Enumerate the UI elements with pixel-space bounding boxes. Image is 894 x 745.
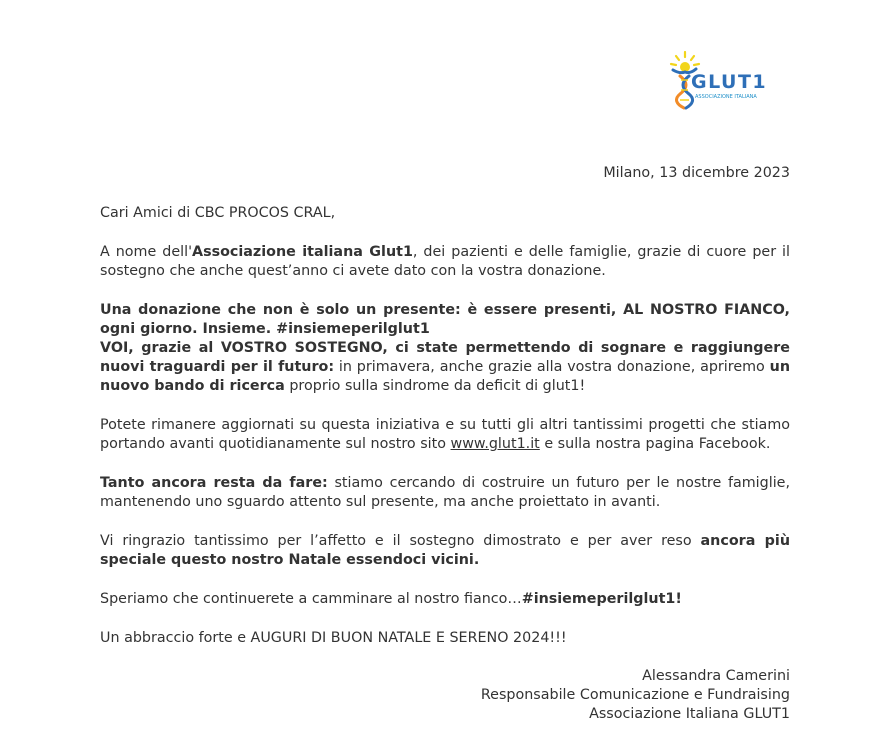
salutation: Cari Amici di CBC PROCOS CRAL, [100, 205, 336, 221]
logo-subtitle: ASSOCIAZIONE ITALIANA [695, 94, 757, 100]
signature-org: Associazione Italiana GLUT1 [589, 706, 790, 722]
letter-body [100, 164, 790, 724]
support-headline: VOI, grazie al VOSTRO SOSTEGNO, ci state permettendo di sognare e raggiungere nuovi traguardi per il futuro: [100, 340, 790, 375]
paragraph-updates: Potete rimanere aggiornati su questa iniziativa e su tutti gli altri tantissimi progetti che stiamo portando avanti quotidianamente sul nostro sito www.glut1.it e sulla nostra pagina Facebook. [100, 417, 790, 452]
logo-wordmark: GLUT1 [691, 71, 768, 93]
website-link[interactable]: www.glut1.it [450, 436, 540, 452]
association-name: Associazione italiana Glut1 [192, 244, 413, 260]
research-call: un nuovo bando di ricerca [100, 359, 791, 394]
signature-role: Responsabile Comunicazione e Fundraising [480, 687, 790, 703]
signature-name: Alessandra Camerini [642, 668, 790, 684]
paragraph-future: Tanto ancora resta da fare: stiamo cercando di costruire un futuro per le nostre famiglie, mantenendo uno sguardo attento sul presente, ma anche proiettato in avanti. [100, 475, 791, 510]
donation-headline: Una donazione che non è solo un presente: è essere presenti, AL NOSTRO FIANCO, ogni giorno. Insieme. #insiemeperilglut1 [100, 302, 790, 337]
closing-greeting: Un abbraccio forte e AUGURI DI BUON NATALE E SERENO 2024!!! [100, 630, 567, 646]
glut1-logo [668, 50, 772, 110]
paragraph-donation: Una donazione che non è solo un presente: è essere presenti, AL NOSTRO FIANCO, ogni giorno. Insieme. #insiemeperilglut1 VOI, grazie al VOSTRO SOSTEGNO, ci state permettendo di sognare e raggiungere nuovi traguardi per il futuro: in primavera, anche grazie alla vostra donazione, apriremo un nuovo bando di ricerca proprio sulla sindrome da deficit di glut1! [100, 302, 791, 394]
letter-date: Milano, 13 dicembre 2023 [603, 165, 790, 181]
paragraph-hope: Speriamo che continuerete a camminare al nostro fianco…#insiemeperilglut1! [100, 591, 682, 607]
hashtag: #insiemeperilglut1! [521, 591, 682, 607]
paragraph-gratitude: Vi ringrazio tantissimo per l’affetto e il sostegno dimostrato e per aver reso ancora più speciale questo nostro Natale essendoci vicini. [100, 533, 790, 568]
signature-block [100, 667, 790, 724]
paragraph-thanks: A nome dell'Associazione italiana Glut1, dei pazienti e delle famiglie, grazie di cuore per il sostegno che anche quest’anno ci avete dato con la vostra donazione. [100, 244, 790, 279]
